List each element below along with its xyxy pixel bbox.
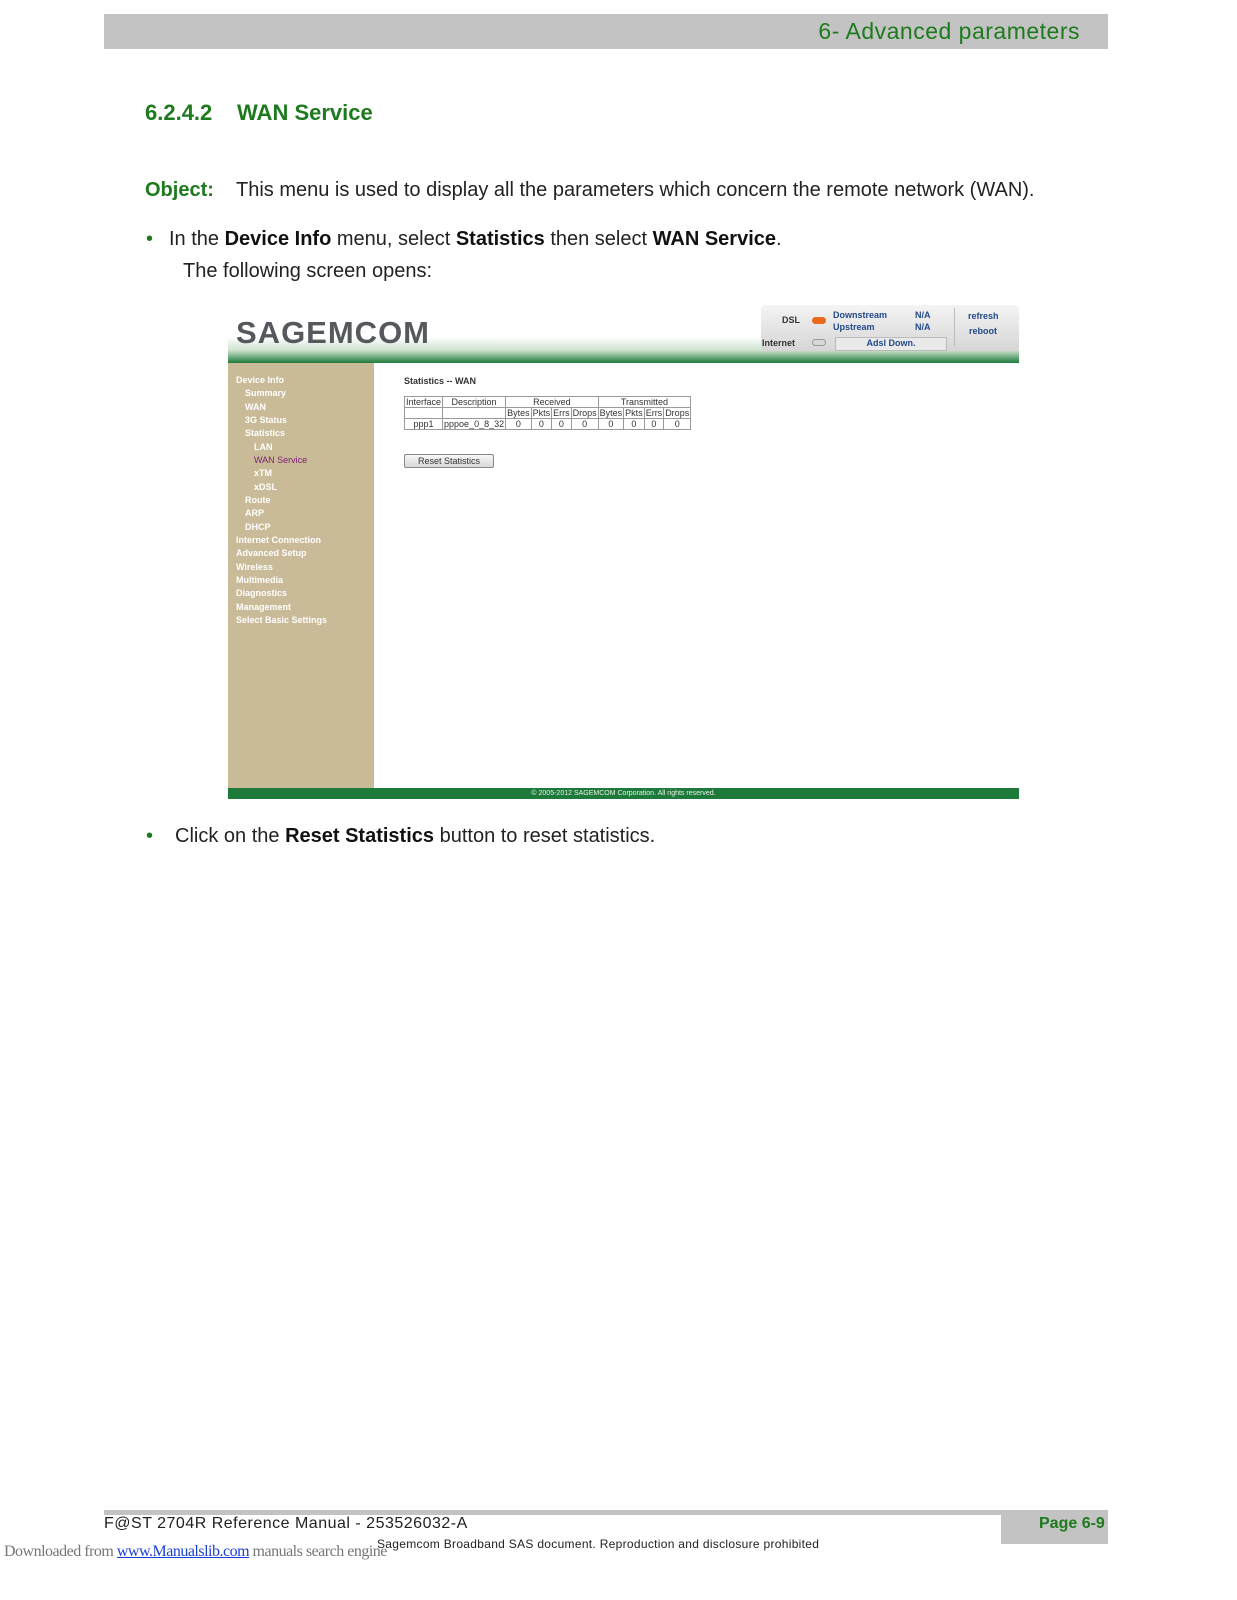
nav-multimedia[interactable]: Multimedia — [236, 575, 284, 585]
instruction-text: button to reset statistics. — [434, 825, 656, 847]
cell-tx-drops: 0 — [664, 419, 691, 430]
cell-tx-errs: 0 — [644, 419, 664, 430]
cell-tx-bytes: 0 — [598, 419, 624, 430]
instruction-bold: WAN Service — [652, 228, 776, 250]
router-screenshot — [228, 305, 1019, 799]
adsl-status: Adsl Down. — [835, 337, 947, 351]
header-transmitted: Transmitted — [598, 397, 691, 408]
header-interface: Interface — [406, 397, 442, 407]
header-description: Description — [443, 397, 506, 408]
dsl-led-icon — [812, 317, 826, 324]
instruction-text: Click on the — [175, 825, 286, 847]
internet-label: Internet — [762, 338, 796, 348]
nav-wireless[interactable]: Wireless — [236, 562, 273, 572]
header-received: Received — [506, 397, 599, 408]
nav-statistics[interactable]: Statistics — [245, 428, 286, 438]
instruction-1 — [169, 228, 782, 251]
download-text: manuals search engine — [249, 1543, 387, 1560]
subheader-tx-pkts: Pkts — [625, 408, 643, 418]
header-empty — [405, 408, 443, 419]
nav-device-info[interactable]: Device Info — [236, 375, 285, 385]
instruction-2 — [175, 825, 655, 848]
nav-dhcp[interactable]: DHCP — [245, 522, 271, 532]
router-footer: © 2005-2012 SAGEMCOM Corporation. All rights reserved. — [228, 788, 1019, 799]
instruction-bold: Reset Statistics — [285, 825, 435, 847]
page-number: Page 6-9 — [1039, 1515, 1105, 1532]
cell-rx-drops: 0 — [571, 419, 598, 430]
nav-summary[interactable]: Summary — [245, 388, 287, 398]
cell-tx-pkts: 0 — [624, 419, 645, 430]
upstream-label: Upstream — [833, 322, 875, 332]
subheader-rx-bytes: Bytes — [507, 408, 530, 418]
sagemcom-logo: SAGEMCOM — [236, 315, 430, 350]
nav-internet-connection[interactable]: Internet Connection — [236, 535, 321, 545]
sidebar-nav — [228, 363, 374, 788]
bullet-icon: • — [146, 228, 154, 250]
nav-xtm[interactable]: xTM — [254, 468, 272, 478]
download-banner — [4, 1543, 387, 1561]
nav-arp[interactable]: ARP — [245, 508, 265, 518]
content-title: Statistics -- WAN — [404, 376, 477, 386]
internet-led-icon — [812, 339, 826, 346]
subheader-tx-drops: Drops — [665, 408, 690, 418]
subheader-rx-pkts: Pkts — [532, 408, 551, 418]
chapter-title: 6- Advanced parameters — [818, 18, 1080, 44]
cell-description: pppoe_0_8_32 — [444, 419, 505, 429]
reboot-link[interactable]: reboot — [969, 326, 997, 336]
instruction-text: menu, select — [331, 228, 456, 250]
subheader-rx-drops: Drops — [572, 408, 597, 418]
reset-statistics-button[interactable]: Reset Statistics — [404, 454, 494, 468]
subheader-tx-bytes: Bytes — [599, 408, 623, 418]
nav-wan[interactable]: WAN — [245, 402, 266, 412]
bullet-icon: • — [146, 825, 154, 847]
dsl-label: DSL — [782, 315, 800, 325]
table-subheader-row — [405, 408, 691, 419]
cell-rx-pkts: 0 — [531, 419, 552, 430]
instruction-bold: Statistics — [455, 228, 545, 250]
table-header-row — [405, 397, 691, 408]
copyright-notice: Sagemcom Broadband SAS document. Reproduction and disclosure prohibited — [377, 1537, 820, 1551]
object-label: Object: — [145, 179, 214, 201]
upstream-value: N/A — [915, 322, 931, 332]
nav-3g-status[interactable]: 3G Status — [245, 415, 288, 425]
section-title: WAN Service — [237, 100, 373, 125]
cell-rx-bytes: 0 — [506, 419, 532, 430]
instruction-1-line2: The following screen opens: — [183, 260, 433, 282]
table-row — [405, 419, 691, 430]
nav-xdsl[interactable]: xDSL — [254, 482, 278, 492]
instruction-bold: Device Info — [224, 228, 332, 250]
nav-route[interactable]: Route — [245, 495, 271, 505]
nav-management[interactable]: Management — [236, 602, 292, 612]
wan-statistics-table — [404, 396, 691, 430]
cell-interface: ppp1 — [405, 419, 443, 430]
subheader-tx-errs: Errs — [645, 408, 663, 418]
cell-rx-errs: 0 — [552, 419, 572, 430]
downstream-value: N/A — [915, 310, 931, 320]
nav-advanced-setup[interactable]: Advanced Setup — [236, 548, 307, 558]
nav-lan[interactable]: LAN — [254, 442, 273, 452]
nav-select-basic-settings[interactable]: Select Basic Settings — [236, 615, 328, 625]
download-text: Downloaded from — [4, 1543, 117, 1560]
manualslib-link[interactable]: www.Manualslib.com — [116, 1543, 250, 1560]
downstream-label: Downstream — [833, 310, 888, 320]
header-empty — [443, 408, 506, 419]
subheader-rx-errs: Errs — [553, 408, 570, 418]
instruction-text: In the — [169, 228, 225, 250]
refresh-link[interactable]: refresh — [968, 311, 999, 321]
instruction-text: then select — [544, 228, 653, 250]
nav-wan-service[interactable]: WAN Service — [254, 455, 308, 465]
section-number: 6.2.4.2 — [145, 100, 213, 125]
chapter-header-band — [104, 14, 1108, 49]
nav-diagnostics[interactable]: Diagnostics — [236, 588, 288, 598]
object-text: This menu is used to display all the parameters which concern the remote network (WAN). — [236, 179, 1035, 201]
manual-reference: F@ST 2704R Reference Manual - 253526032-A — [104, 1515, 468, 1532]
instruction-text: . — [776, 228, 782, 250]
divider — [954, 308, 955, 346]
